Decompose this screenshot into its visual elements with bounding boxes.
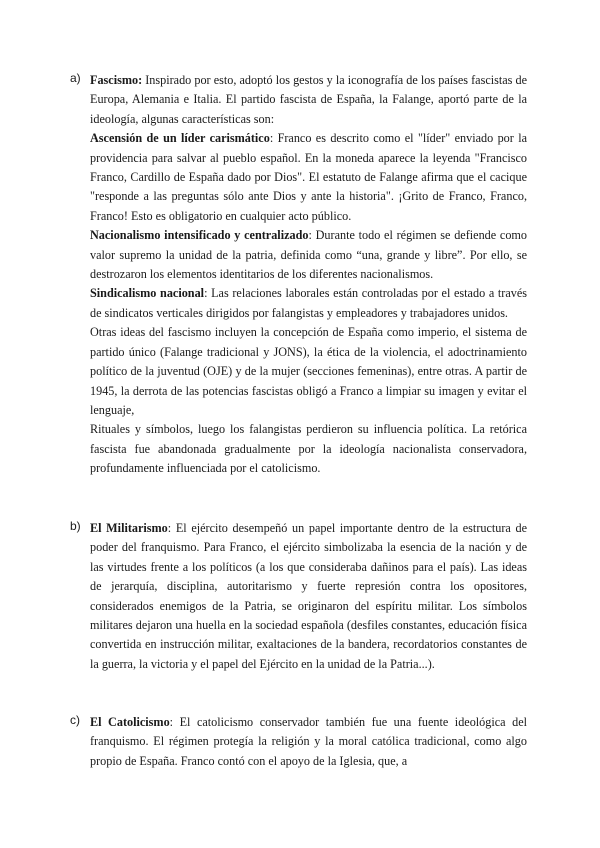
list-marker: a) [70,71,81,85]
list-marker: b) [70,519,81,533]
section-intro [90,71,527,129]
point-title: Ascensión de un líder carismático [90,131,270,146]
list-item [90,226,527,284]
section-intro-text: Inspirado por esto, adoptó los gestos y la iconografía de los países fascistas de Europa, Alemania e Italia. El partido fascista de España, la Falange, aportó parte de la ideología, algunas características son: [90,73,527,126]
section-body [90,519,527,674]
section-heading: El Militarismo [90,521,168,535]
section-militarismo [70,519,527,674]
point-title: Nacionalismo intensificado y centralizado [90,228,309,243]
point-text: : Franco es descrito como el "líder" enviado por la providencia para salvar al pueblo español. En la moneda aparece la leyenda "Francisco Franco, Cardillo de España dado por Dios". El estatuto de Falange afirma que el cacique "responde a las preguntas sólo ante Dios y ante la historia". ¡Grito de Franco, Franco, Franco! Esto es obligatorio en cualquier acto público. [90,131,527,223]
list-marker: c) [70,713,80,727]
point-title: Sindicalismo nacional [90,286,205,301]
section-heading: El Catolicismo [90,715,170,729]
list-item [90,129,527,226]
list-item [90,284,527,323]
section-text: : El catolicismo conservador también fue una fuente ideológica del franquismo. El régimen protegía la religión y la moral católica tradicional, como algo propio de España. Franco contó con el apoyo de la Iglesia, que, a [90,715,527,768]
section-body [90,713,527,771]
section-catolicismo [70,713,527,771]
point-text: : Las relaciones laborales están controladas por el estado a través de sindicatos verticales dirigidos por falangistas y empleadores y trabajadores unidos. [90,286,527,320]
section-text: : El ejército desempeñó un papel importante dentro de la estructura de poder del franquismo. Para Franco, el ejército simbolizaba la esencia de la nación y de las virtudes frente a los políticos (a los que consideraba dañinos para el país). Las ideas de jerarquía, disciplina, autoritarismo y fuerte represión contra los opositores, considerados enemigos de la Patria, se originaron del espíritu militar. Los símbolos militares dejaron una huella en la sociedad española (desfiles constantes, educación física convertida en instrucción militar, exaltaciones de la bandera, recordatorios constantes de la guerra, la victoria y el papel del Ejército en la unidad de la Patria...). [90,521,527,671]
paragraph-other-ideas: Otras ideas del fascismo incluyen la concepción de España como imperio, el sistema de partido único (Falange tradicional y JONS), la ética de la violencia, el adoctrinamiento político de la juventud (OJE) y de la mujer (secciones femeninas), entre otras. A partir de 1945, la derrota de las potencias fascistas obligó a Franco a limpiar su imagen y evitar el lenguaje, [90,325,527,417]
paragraph-rituals: Rituales y símbolos, luego los falangistas perdieron su influencia política. La retórica fascista fue abandonada gradualmente por la ideología nacionalista conservadora, profundamente influenciada por el catolicismo. [90,422,527,476]
section-heading: Fascismo: [90,73,143,87]
point-text: : Durante todo el régimen se defiende como valor supremo la unidad de la patria, definida como “una, grande y libre”. Por ello, se destrozaron los elementos identitarios de los diferentes nacionalismos. [90,228,527,282]
section-fascismo [70,71,527,479]
